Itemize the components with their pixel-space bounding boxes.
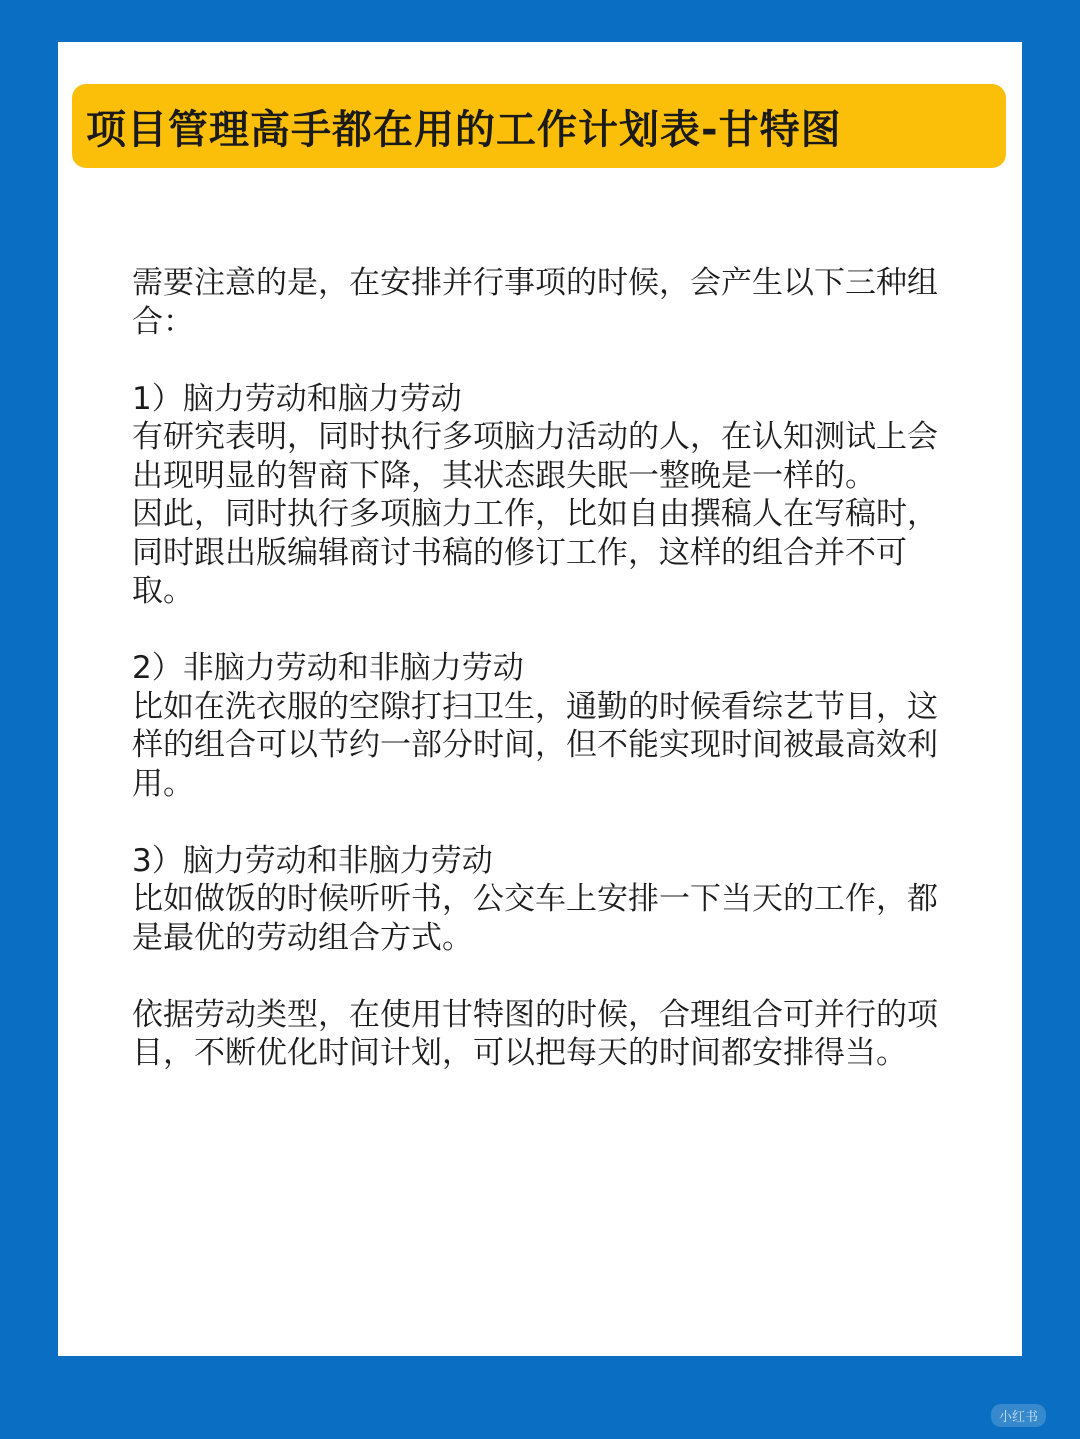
- watermark-logo: 小红书: [991, 1404, 1046, 1427]
- title-banner: [72, 84, 1006, 168]
- section-2-paragraph-1: 比如在洗衣服的空隙打扫卫生，通勤的时候看综艺节目，这样的组合可以节约一部分时间，但不能实现时间被最高效利用。: [132, 688, 938, 802]
- page-title: 项目管理高手都在用的工作计划表-甘特图: [86, 106, 842, 153]
- intro-paragraph: 需要注意的是，在安排并行事项的时候，会产生以下三种组合：: [132, 265, 938, 340]
- section-1-heading: 1）脑力劳动和脑力劳动: [132, 380, 462, 417]
- section-3-heading: 3）脑力劳动和非脑力劳动: [132, 842, 493, 879]
- section-1-paragraph-2: 因此，同时执行多项脑力工作，比如自由撰稿人在写稿时，同时跟出版编辑商讨书稿的修订工作，这样的组合并不可取。: [132, 496, 938, 609]
- section-1-paragraph-1: 有研究表明，同时执行多项脑力活动的人，在认知测试上会出现明显的智商下降，其状态跟失眠一整晚是一样的。: [132, 419, 938, 494]
- content-card: [58, 42, 1022, 1356]
- conclusion-paragraph: 依据劳动类型，在使用甘特图的时候，合理组合可并行的项目，不断优化时间计划，可以把每天的时间都安排得当。: [132, 996, 938, 1071]
- section-2-heading: 2）非脑力劳动和非脑力劳动: [132, 650, 524, 686]
- article-body: [132, 264, 948, 1073]
- section-3-paragraph-1: 比如做饭的时候听听书，公交车上安排一下当天的工作，都是最优的劳动组合方式。: [132, 881, 938, 956]
